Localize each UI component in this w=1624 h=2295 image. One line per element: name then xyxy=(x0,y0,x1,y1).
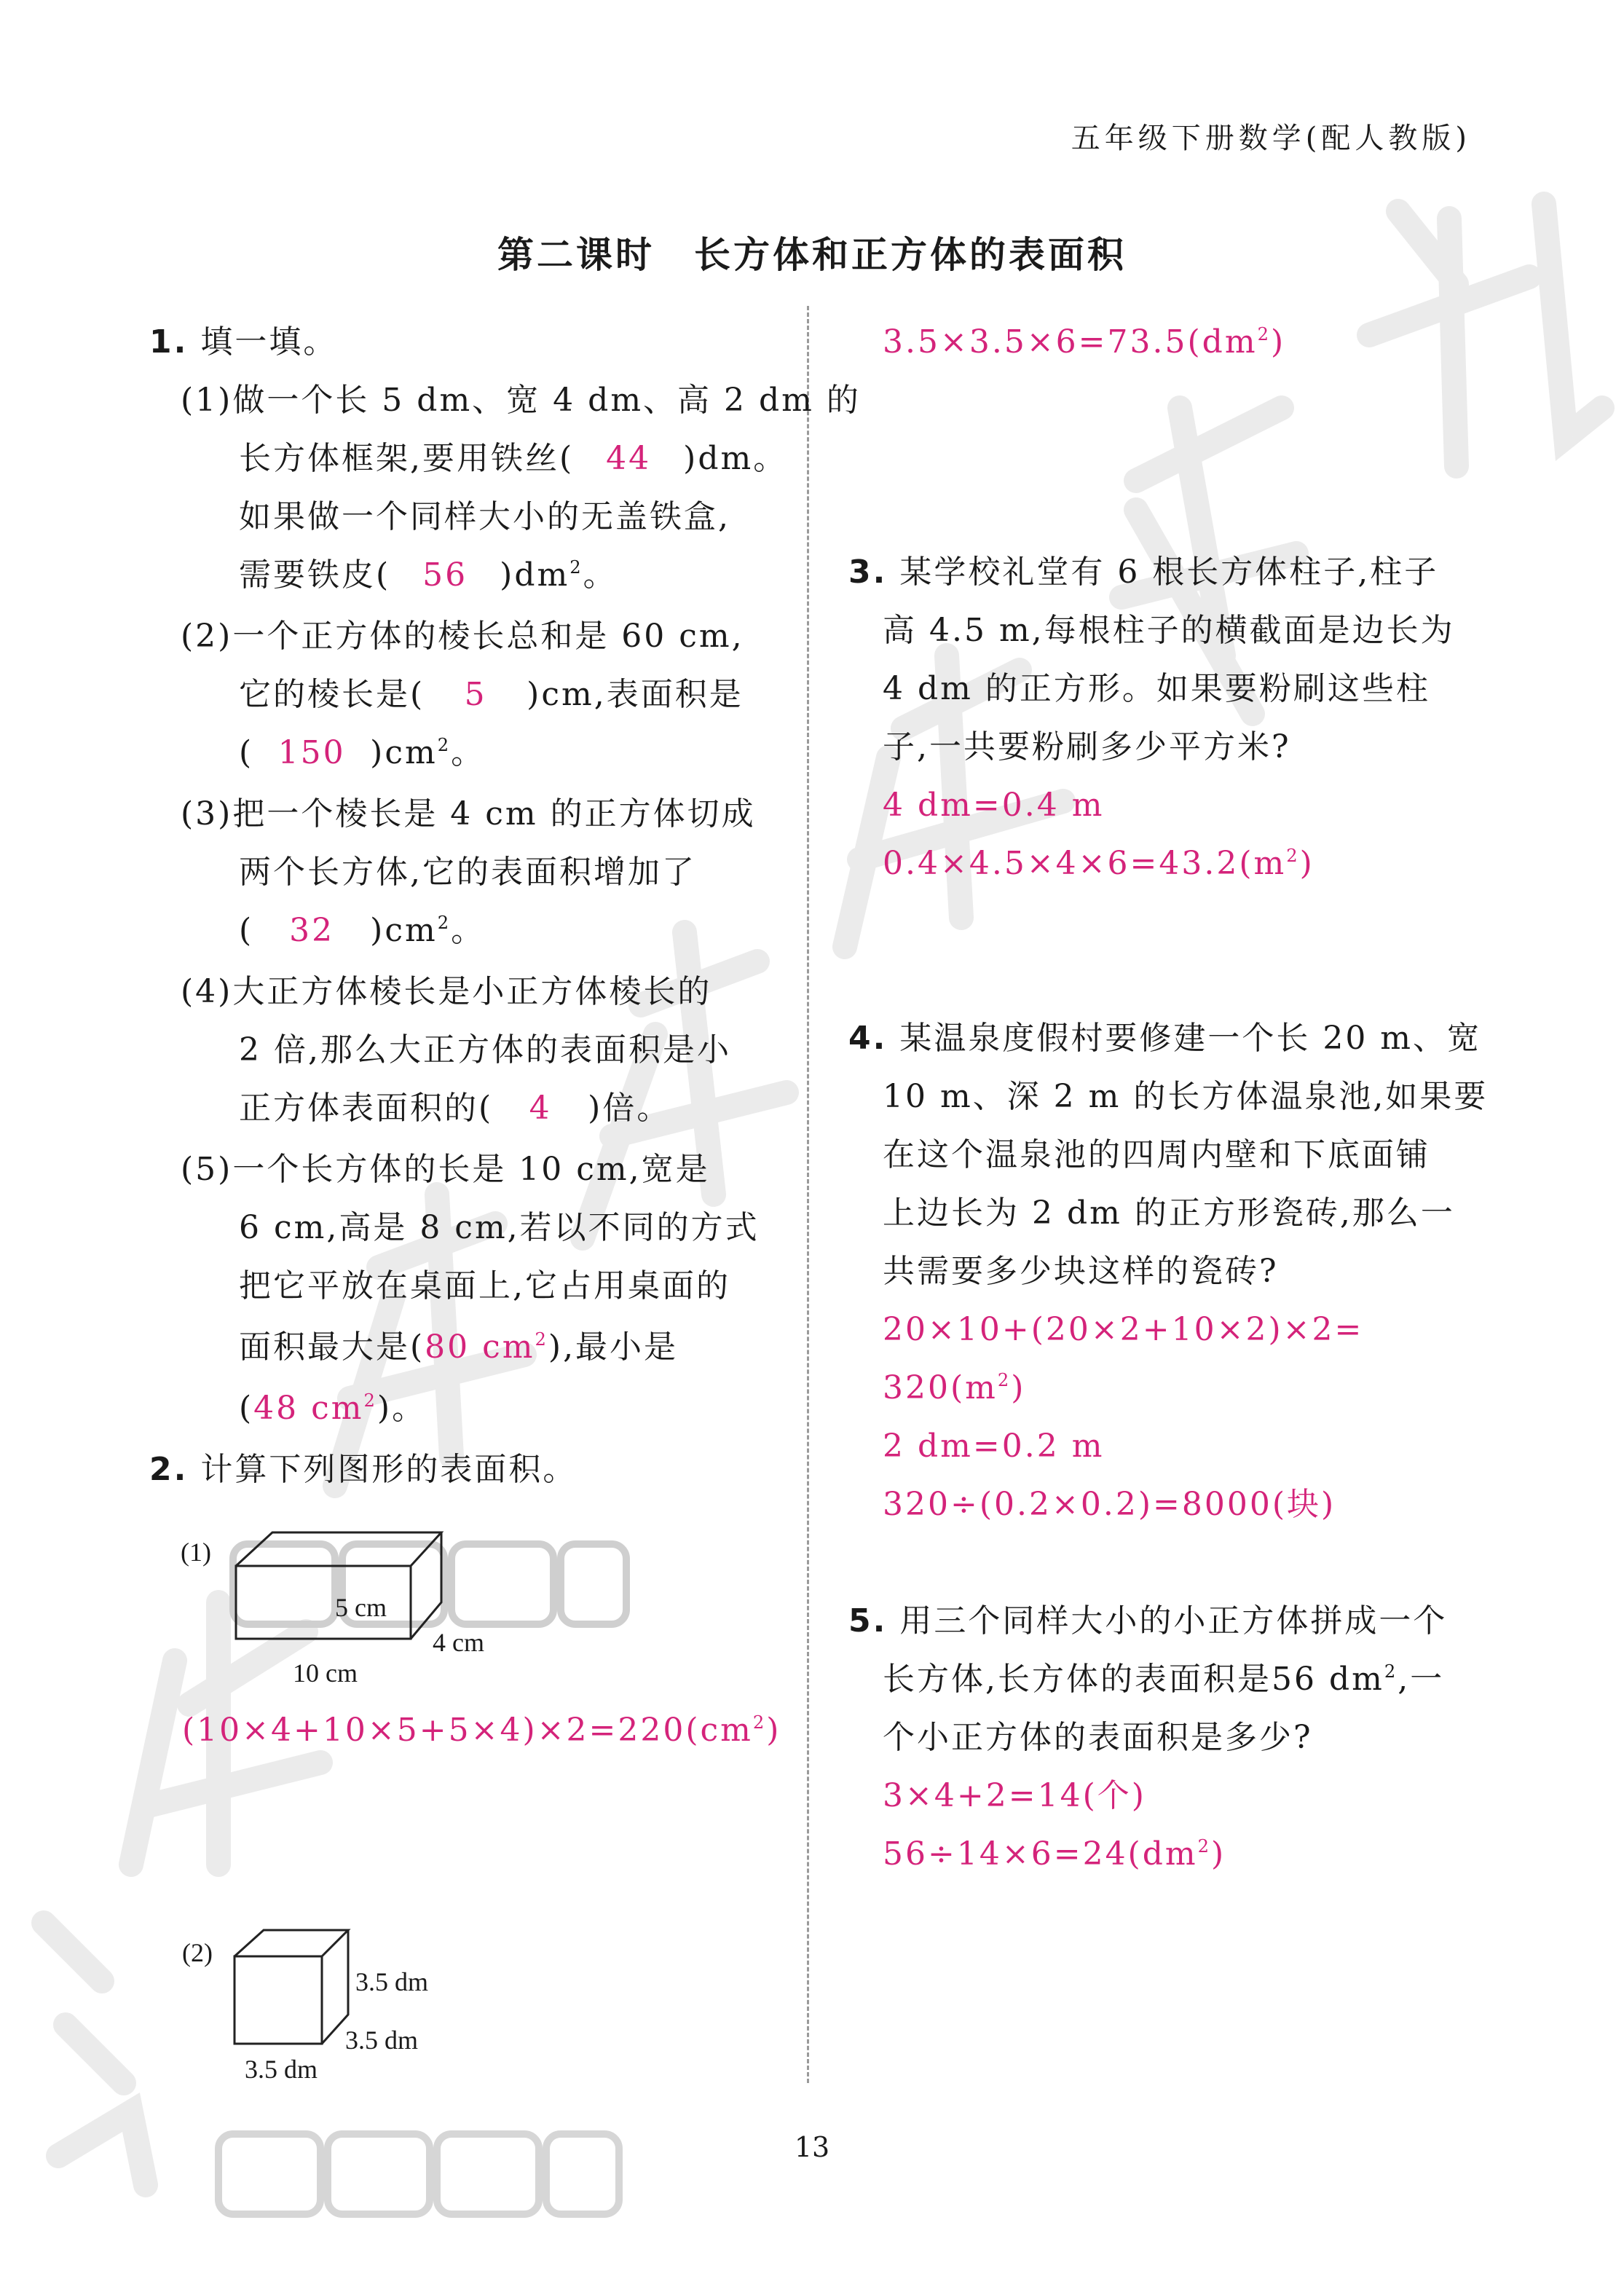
question-number: 3. xyxy=(848,554,888,591)
column-divider xyxy=(807,306,809,2083)
q1-p5-line5 xyxy=(239,1390,427,1427)
q3-answer1: 4 dm=0.4 m xyxy=(883,787,1105,824)
q3-line4: 子,一共要粉刷多少平方米? xyxy=(883,728,1291,765)
q5-line2 xyxy=(883,1661,1445,1698)
cube-height-label: 3.5 dm xyxy=(355,1967,429,1996)
q5-line1 xyxy=(848,1602,1448,1639)
text: ) xyxy=(766,1712,781,1749)
superscript: 2 xyxy=(752,1712,767,1733)
cuboid-height-label: 5 cm xyxy=(335,1593,387,1622)
answer-text: 0.4×4.5×4×6=43.2(m xyxy=(883,845,1287,882)
superscript: 2 xyxy=(1257,324,1271,345)
q3-line2: 高 4.5 m,每根柱子的横截面是边长为 xyxy=(883,612,1455,649)
q5-answer2 xyxy=(883,1835,1226,1873)
q4-answer3: 2 dm=0.2 m xyxy=(883,1428,1105,1465)
q4-line4: 上边长为 2 dm 的正方形瓷砖,那么一 xyxy=(883,1194,1455,1232)
text: ( xyxy=(239,734,254,771)
q1-p3-line1: (3)把一个棱长是 4 cm 的正方体切成 xyxy=(181,795,756,832)
q4-answer1: 20×10+(20×2+10×2)×2= xyxy=(883,1311,1364,1348)
q4-answer4: 320÷(0.2×0.2)=8000(块) xyxy=(883,1486,1336,1523)
text: 某学校礼堂有 6 根长方体柱子,柱子 xyxy=(899,554,1439,591)
q1-p4-line1: (4)大正方体棱长是小正方体棱长的 xyxy=(181,973,712,1010)
text: 面积最大是( xyxy=(239,1328,425,1366)
q4-answer2 xyxy=(883,1369,1026,1406)
q5-line3: 个小正方体的表面积是多少? xyxy=(883,1719,1313,1756)
q3-line1 xyxy=(848,554,1439,591)
question-number: 4. xyxy=(848,1020,888,1057)
page-header: 五年级下册数学(配人教版) xyxy=(1071,122,1471,155)
q1-p3-line2: 两个长方体,它的表面积增加了 xyxy=(239,854,696,891)
superscript: 2 xyxy=(569,557,583,578)
answer-text: 320(m xyxy=(883,1369,998,1406)
text: 长方体框架,要用铁丝( xyxy=(239,440,575,477)
q5-answer1: 3×4+2=14(个) xyxy=(883,1777,1146,1814)
text: )dm xyxy=(500,556,570,594)
question-stem: 填一填。 xyxy=(200,323,338,361)
cube-width-label: 3.5 dm xyxy=(345,2026,419,2055)
text: ) xyxy=(1211,1835,1226,1873)
answer-blank: 150 xyxy=(277,734,346,771)
cube-length-label: 3.5 dm xyxy=(245,2055,318,2084)
q4-line3: 在这个温泉池的四周内壁和下底面铺 xyxy=(883,1136,1430,1173)
text: )cm xyxy=(370,734,438,771)
question-number: 2. xyxy=(149,1451,189,1488)
superscript: 2 xyxy=(1286,846,1300,867)
text: ) xyxy=(1270,323,1286,361)
page-number: 13 xyxy=(794,2131,830,2163)
text: 。 xyxy=(583,556,618,594)
q3-answer2 xyxy=(883,845,1314,882)
text: ) xyxy=(1299,845,1314,882)
q3-line3: 4 dm 的正方形。如果要粉刷这些柱 xyxy=(883,670,1430,707)
answer-blank: 32 xyxy=(289,912,335,949)
cuboid-width-label: 4 cm xyxy=(433,1628,484,1657)
answer-blank: 44 xyxy=(606,440,652,477)
text: )cm xyxy=(370,912,438,949)
text: 它的棱长是( xyxy=(239,676,425,713)
text: )。 xyxy=(377,1390,427,1427)
text: 某温泉度假村要修建一个长 20 m、宽 xyxy=(899,1020,1482,1057)
q1-p5-line1: (5)一个长方体的长是 10 cm,宽是 xyxy=(181,1151,710,1188)
superscript: 2 xyxy=(437,913,452,934)
q1-p2-line2 xyxy=(239,676,744,713)
superscript: 2 xyxy=(1384,1661,1398,1682)
text: ),最小是 xyxy=(548,1328,679,1366)
q1-heading xyxy=(149,323,338,361)
q1-p3-line3 xyxy=(239,912,486,949)
cuboid-length-label: 10 cm xyxy=(293,1658,358,1688)
q2-answer2 xyxy=(883,323,1286,361)
text: 用三个同样大小的小正方体拼成一个 xyxy=(899,1602,1448,1639)
text: 长方体,长方体的表面积是56 dm xyxy=(883,1661,1384,1698)
q1-p1-line4 xyxy=(239,556,618,594)
text: )cm,表面积是 xyxy=(527,676,744,713)
q1-p4-line3 xyxy=(239,1090,671,1127)
cube-figure xyxy=(226,1923,357,2054)
superscript: 2 xyxy=(997,1370,1012,1391)
answer-text: 48 cm xyxy=(253,1390,364,1427)
text: 。 xyxy=(451,734,486,771)
q1-p2-line3 xyxy=(239,734,486,771)
text: ) xyxy=(1011,1369,1026,1406)
cuboid-figure xyxy=(226,1522,459,1661)
text: 正方体表面积的( xyxy=(239,1090,494,1127)
question-stem: 计算下列图形的表面积。 xyxy=(200,1451,578,1488)
answer-text: 80 cm xyxy=(425,1328,535,1366)
q4-line5: 共需要多少块这样的瓷砖? xyxy=(883,1253,1279,1290)
figure1-label: (1) xyxy=(181,1538,211,1567)
q4-line1 xyxy=(848,1020,1482,1057)
text: ( xyxy=(239,1390,254,1427)
superscript: 2 xyxy=(1197,1836,1212,1857)
q1-p1-line2 xyxy=(239,440,788,477)
answer-text: 56÷14×6=24(dm xyxy=(883,1835,1198,1873)
page-title: 第二课时 长方体和正方体的表面积 xyxy=(497,233,1127,276)
text: 。 xyxy=(451,912,486,949)
q1-p5-line3: 把它平放在桌面上,它占用桌面的 xyxy=(239,1267,730,1304)
text: ,一 xyxy=(1398,1661,1445,1698)
q1-p1-line3: 如果做一个同样大小的无盖铁盒, xyxy=(239,498,730,535)
superscript: 2 xyxy=(437,735,452,756)
q1-p2-line1: (2)一个正方体的棱长总和是 60 cm, xyxy=(181,618,744,655)
q2-answer1 xyxy=(182,1712,781,1749)
q1-p5-line2: 6 cm,高是 8 cm,若以不同的方式 xyxy=(239,1209,760,1246)
q2-heading xyxy=(149,1451,578,1488)
superscript: 2 xyxy=(363,1390,377,1412)
text: ( xyxy=(239,912,254,949)
text: )倍。 xyxy=(588,1090,671,1127)
answer-blank: 4 xyxy=(529,1090,552,1127)
q4-line2: 10 m、深 2 m 的长方体温泉池,如果要 xyxy=(883,1078,1489,1115)
answer-text: (10×4+10×5+5×4)×2=220(cm xyxy=(182,1712,753,1749)
question-number: 1. xyxy=(149,323,189,361)
q1-p5-line4 xyxy=(239,1328,679,1366)
answer-text: 3.5×3.5×6=73.5(dm xyxy=(883,323,1258,361)
question-number: 5. xyxy=(848,1602,888,1639)
text: )dm。 xyxy=(683,440,788,477)
figure2-label: (2) xyxy=(182,1938,213,1967)
q1-p1-line1: (1)做一个长 5 dm、宽 4 dm、高 2 dm 的 xyxy=(181,382,861,419)
answer-blank: 56 xyxy=(422,556,468,594)
q1-p4-line2: 2 倍,那么大正方体的表面积是小 xyxy=(239,1031,731,1068)
text: 需要铁皮( xyxy=(239,556,391,594)
answer-blank: 5 xyxy=(464,676,487,713)
superscript: 2 xyxy=(535,1329,548,1350)
